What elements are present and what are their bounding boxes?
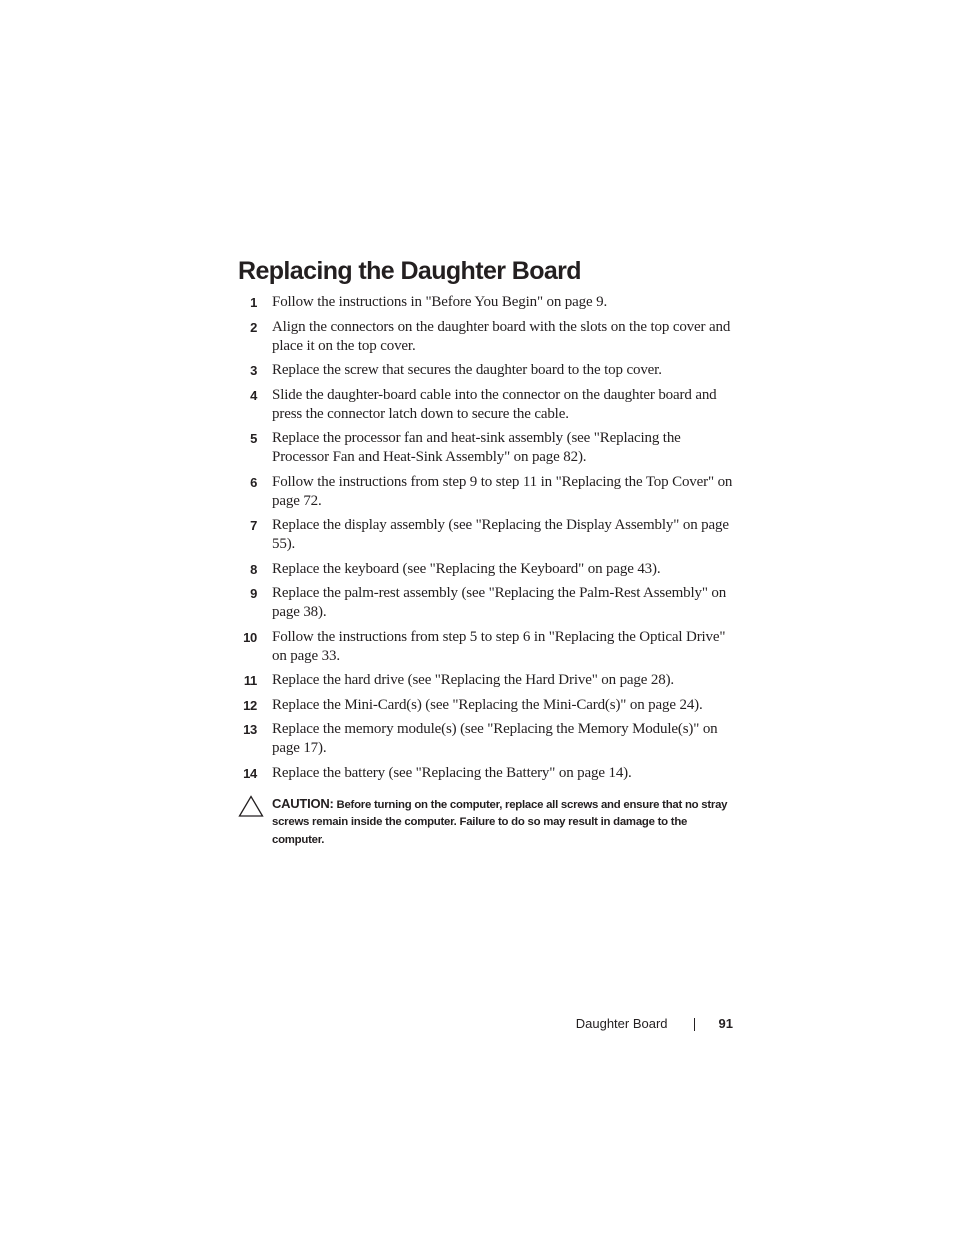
- step-number: 12: [243, 697, 257, 713]
- step-text: Follow the instructions from step 9 to step 11 in "Replacing the Top Cover" on page 72.: [272, 473, 733, 509]
- page-heading: Replacing the Daughter Board: [238, 257, 581, 285]
- step-item: [238, 584, 738, 622]
- step-text: Replace the keyboard (see "Replacing the Keyboard" on page 43).: [272, 560, 661, 577]
- step-item: [238, 764, 738, 783]
- step-text: Align the connectors on the daughter board with the slots on the top cover and place it on the top cover.: [272, 318, 731, 354]
- step-text: Replace the memory module(s) (see "Replacing the Memory Module(s)" on page 17).: [272, 721, 718, 756]
- step-item: [238, 318, 738, 356]
- step-text: Replace the palm-rest assembly (see "Replacing the Palm-Rest Assembly" on page 38).: [272, 585, 727, 620]
- step-number: 8: [250, 561, 257, 577]
- step-number: 9: [250, 586, 257, 601]
- step-text: Replace the battery (see "Replacing the Battery" on page 14).: [272, 764, 632, 781]
- step-item: [238, 696, 738, 715]
- step-text: Replace the screw that secures the daughter board to the top cover.: [272, 362, 662, 378]
- step-item: [238, 720, 738, 758]
- step-text: Replace the hard drive (see "Replacing the Hard Drive" on page 28).: [272, 672, 675, 688]
- page-number: 91: [718, 1016, 733, 1031]
- caution-text-block: [272, 795, 738, 849]
- step-text: Replace the Mini-Card(s) (see "Replacing the Mini-Card(s)" on page 24).: [272, 696, 703, 713]
- footer-section-title: Daughter Board: [575, 1016, 668, 1031]
- caution-message: Before turning on the computer, replace all screws and ensure that no stray screws remain inside the computer. Failure to do so may result in damage to the computer.: [272, 799, 728, 846]
- step-item: [238, 429, 738, 467]
- step-text: Follow the instructions in "Before You Begin" on page 9.: [272, 294, 608, 310]
- caution-label: CAUTION:: [272, 796, 334, 811]
- step-number: 10: [243, 629, 257, 645]
- step-item: [238, 361, 738, 380]
- step-text: Replace the processor fan and heat-sink assembly (see "Replacing the Processor Fan and Heat-Sink Assembly" on page 82).: [272, 430, 681, 465]
- step-number: 13: [243, 722, 257, 737]
- step-number: 7: [250, 518, 257, 533]
- step-item: [238, 293, 738, 312]
- step-text: Follow the instructions from step 5 to step 6 in "Replacing the Optical Drive" on page 33.: [272, 628, 726, 664]
- step-number: 1: [250, 295, 257, 310]
- step-number: 2: [250, 319, 257, 335]
- step-item: [238, 473, 738, 511]
- step-number: 6: [250, 474, 257, 490]
- step-text: Replace the display assembly (see "Replacing the Display Assembly" on page 55).: [272, 517, 729, 552]
- step-item: [238, 386, 738, 424]
- caution-triangle-icon: [238, 795, 264, 817]
- step-number: 3: [250, 363, 257, 378]
- step-item: [238, 516, 738, 554]
- step-number: 14: [243, 765, 257, 781]
- step-item: [238, 628, 738, 666]
- page-footer: [576, 1015, 733, 1033]
- step-number: 11: [243, 673, 257, 688]
- step-number: 5: [250, 431, 257, 446]
- step-text: Slide the daughter-board cable into the connector on the daughter board and press the connector latch down to secure the cable.: [272, 386, 717, 422]
- step-item: [238, 671, 738, 690]
- step-number: 4: [250, 387, 257, 403]
- step-item: [238, 560, 738, 579]
- footer-separator: [694, 1018, 695, 1031]
- steps-list: [238, 293, 738, 788]
- caution-notice: [238, 795, 738, 849]
